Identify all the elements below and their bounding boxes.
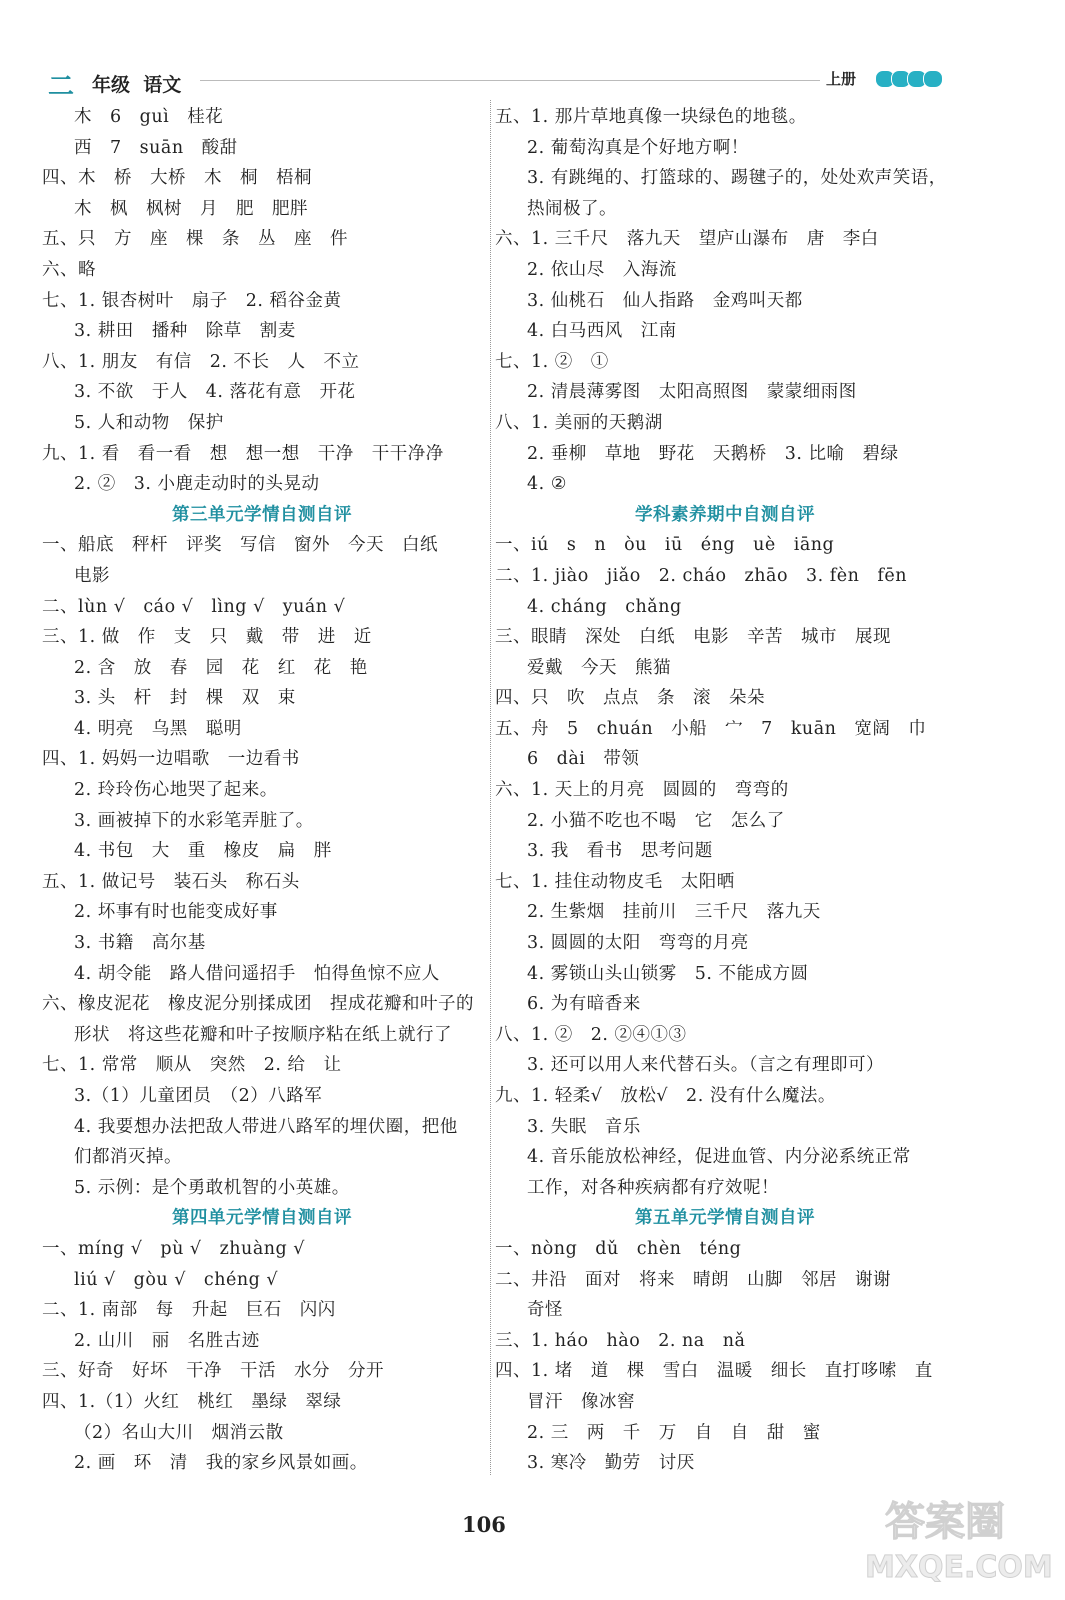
answer-line: 3. 仙桃石 仙人指路 金鸡叫天都 — [527, 290, 803, 311]
answer-line: 冒汗 像冰窖 — [527, 1391, 635, 1412]
volume-label: 上册 — [820, 68, 862, 89]
answer-line: 2. 清晨薄雾图 太阳高照图 蒙蒙细雨图 — [527, 382, 857, 403]
answer-line: 6 dài 带领 — [527, 749, 640, 770]
grade-label: 年级 — [92, 74, 131, 96]
answer-line: 爱戴 今天 熊猫 — [527, 657, 671, 678]
answer-line: 3. 我 看书 思考问题 — [527, 841, 713, 862]
answer-line: 五、只 方 座 棵 条 丛 座 件 — [42, 229, 348, 250]
answer-line: 3. 书籍 高尔基 — [74, 933, 206, 954]
answer-line: 三、1. háo hào 2. na nǎ — [495, 1330, 746, 1351]
answer-line: 二、1. 南部 每 升起 巨石 闪闪 — [42, 1300, 336, 1321]
answer-line: 2. 含 放 春 园 花 红 花 艳 — [74, 657, 368, 678]
answer-line: 一、míng √ pù √ zhuàng √ — [42, 1238, 305, 1259]
answer-line: 二、1. jiào jiǎo 2. cháo zhāo 3. fèn fēn — [495, 565, 907, 586]
answer-line: 5. 示例：是个勇敢机智的小英雄。 — [74, 1177, 350, 1198]
answer-line: 4. cháng chǎng — [527, 596, 682, 617]
answer-line: 2. 葡萄沟真是个好地方啊！ — [527, 137, 749, 158]
answer-line: 热闹极了。 — [527, 198, 617, 219]
answer-line: 4. ② — [527, 474, 567, 495]
answer-line: 2. 小猫不吃也不喝 它 怎么了 — [527, 810, 785, 831]
answer-line: 3. 画被掉下的水彩笔弄脏了。 — [74, 810, 314, 831]
answer-line: 5. 人和动物 保护 — [74, 412, 224, 433]
answer-line: 五、1. 做记号 装石头 称石头 — [42, 871, 300, 892]
answer-line: 八、1. 美丽的天鹅湖 — [495, 412, 663, 433]
section-title: 第四单元学情自测自评 — [172, 1208, 352, 1229]
answer-line: 八、1. 朋友 有信 2. 不长 人 不立 — [42, 351, 360, 372]
answer-line: 2. ② 3. 小鹿走动时的头晃动 — [74, 474, 320, 495]
answer-line: 九、1. 轻柔√ 放松√ 2. 没有什么魔法。 — [495, 1086, 836, 1106]
answer-line: 六、橡皮泥花 橡皮泥分别揉成团 捏成花瓣和叶子的 — [42, 994, 474, 1015]
answer-line: 们都消灭掉。 — [74, 1147, 182, 1168]
answer-line: 4. 我要想办法把敌人带进八路军的埋伏圈，把他 — [74, 1116, 458, 1137]
header-rule — [200, 80, 850, 81]
answer-line: 七、1. 常常 顺从 突然 2. 给 让 — [42, 1055, 342, 1076]
answer-line: 四、木 桥 大桥 木 桐 梧桐 — [42, 168, 312, 189]
watermark-logo: 答案圈 MXQE.COM — [865, 1499, 1053, 1585]
answer-line: 4. 胡令能 路人借问遥招手 怕得鱼惊不应人 — [74, 963, 440, 984]
answer-line: 2. 垂柳 草地 野花 天鹅桥 3. 比喻 碧绿 — [527, 443, 899, 464]
answer-line: 二、lùn √ cáo √ lìng √ yuán √ — [42, 596, 346, 617]
answer-line: 九、1. 看 看一看 想 想一想 干净 干干净净 — [42, 443, 444, 464]
answer-line: 六、略 — [42, 259, 96, 280]
answer-line: 五、1. 那片草地真像一块绿色的地毯。 — [495, 107, 807, 127]
page-header — [40, 62, 930, 102]
answer-line: 3. 有跳绳的、打篮球的、踢毽子的，处处欢声笑语， — [527, 168, 947, 189]
answer-line: 6. 为有暗香来 — [527, 994, 641, 1015]
answer-line: 3. 失眠 音乐 — [527, 1116, 641, 1137]
answer-line: 3. 寒冷 勤劳 讨厌 — [527, 1453, 695, 1474]
answer-line: 七、1. ② ① — [495, 351, 609, 372]
answer-line: 五、舟 5 chuán 小船 宀 7 kuān 宽阔 巾 — [495, 718, 927, 739]
answer-line: 3. 圆圆的太阳 弯弯的月亮 — [527, 933, 749, 954]
answer-line: 电影 — [74, 565, 110, 586]
answer-line: 形状 将这些花瓣和叶子按顺序粘在纸上就行了 — [74, 1024, 452, 1045]
answer-line: 2. 生紫烟 挂前川 三千尺 落九天 — [527, 902, 821, 923]
right-column — [495, 102, 955, 1479]
answer-line: 二、井沿 面对 将来 晴朗 山脚 邻居 谢谢 — [495, 1269, 891, 1290]
answer-line: 三、1. 做 作 支 只 戴 带 进 近 — [42, 627, 372, 648]
answer-line: 4. 白马西风 江南 — [527, 321, 677, 342]
answer-line: 西 7 suān 酸甜 — [74, 137, 238, 158]
answer-line: 七、1. 挂住动物皮毛 太阳晒 — [495, 871, 735, 892]
section-title: 第五单元学情自测自评 — [635, 1208, 815, 1229]
answer-line: 四、1. 妈妈一边唱歌 一边看书 — [42, 749, 300, 770]
section-title: 第三单元学情自测自评 — [172, 504, 352, 525]
answer-line: 4. 明亮 乌黑 聪明 — [74, 718, 242, 739]
answer-line: 2. 三 两 千 万 自 自 甜 蜜 — [527, 1422, 821, 1443]
left-column — [42, 102, 482, 1479]
answer-line: 七、1. 银杏树叶 扇子 2. 稻谷金黄 — [42, 290, 342, 311]
answer-line: 木 6 guì 桂花 — [74, 107, 224, 127]
grade-subject-label — [92, 70, 181, 97]
answer-line: 六、1. 天上的月亮 圆圆的 弯弯的 — [495, 780, 789, 801]
answer-line: 三、好奇 好坏 干净 干活 水分 分开 — [42, 1361, 384, 1382]
answer-line: （2）名山大川 烟消云散 — [74, 1422, 284, 1443]
answer-line: 一、nòng dǔ chèn téng — [495, 1238, 742, 1259]
answer-line: 3. 头 杆 封 棵 双 束 — [74, 688, 296, 709]
answer-line: 三、眼睛 深处 白纸 电影 辛苦 城市 展现 — [495, 627, 891, 648]
answer-line: 四、1. 堵 道 棵 雪白 温暖 细长 直打哆嗦 直 — [495, 1361, 933, 1382]
answer-line: 4. 音乐能放松神经，促进血管、内分泌系统正常 — [527, 1147, 911, 1168]
header-decoration-dots — [875, 70, 939, 88]
answer-line: 2. 山川 丽 名胜古迹 — [74, 1330, 260, 1351]
section-title: 学科素养期中自测自评 — [635, 504, 815, 525]
grade-number: 二 — [48, 72, 75, 102]
answer-line: 木 枫 枫树 月 肥 肥胖 — [74, 198, 308, 219]
answer-line: 一、船底 秤杆 评奖 写信 窗外 今天 白纸 — [42, 535, 438, 556]
answer-line: liú √ gòu √ chéng √ — [74, 1269, 279, 1290]
answer-line: 2. 画 环 清 我的家乡风景如画。 — [74, 1453, 368, 1474]
answer-line: 2. 依山尽 入海流 — [527, 259, 677, 280]
answer-line: 4. 书包 大 重 橡皮 扁 胖 — [74, 841, 332, 862]
page-number: 106 — [462, 1512, 506, 1537]
answer-line: 2. 坏事有时也能变成好事 — [74, 902, 278, 923]
answer-line: 四、只 吹 点点 条 滚 朵朵 — [495, 688, 765, 709]
answer-line: 3. 还可以用人来代替石头。（言之有理即可） — [527, 1055, 885, 1076]
answer-line: 奇怪 — [527, 1300, 563, 1321]
answer-line: 3. 耕田 播种 除草 割麦 — [74, 321, 296, 342]
answer-line: 3.（1）儿童团员 （2）八路军 — [74, 1086, 323, 1106]
answer-line: 2. 玲玲伤心地哭了起来。 — [74, 780, 278, 801]
answer-line: 四、1.（1）火红 桃红 墨绿 翠绿 — [42, 1391, 342, 1412]
answer-line: 3. 不欲 于人 4. 落花有意 开花 — [74, 382, 356, 403]
subject-label: 语文 — [143, 74, 182, 96]
answer-line: 工作，对各种疾病都有疗效呢！ — [527, 1177, 779, 1198]
answer-line: 一、iú s n òu iū éng uè iāng — [495, 535, 835, 556]
answer-line: 八、1. ② 2. ②④①③ — [495, 1024, 687, 1045]
answer-line: 4. 雾锁山头山锁雾 5. 不能成方圆 — [527, 963, 809, 984]
answer-line: 六、1. 三千尺 落九天 望庐山瀑布 唐 李白 — [495, 229, 879, 250]
column-divider — [490, 100, 491, 1475]
